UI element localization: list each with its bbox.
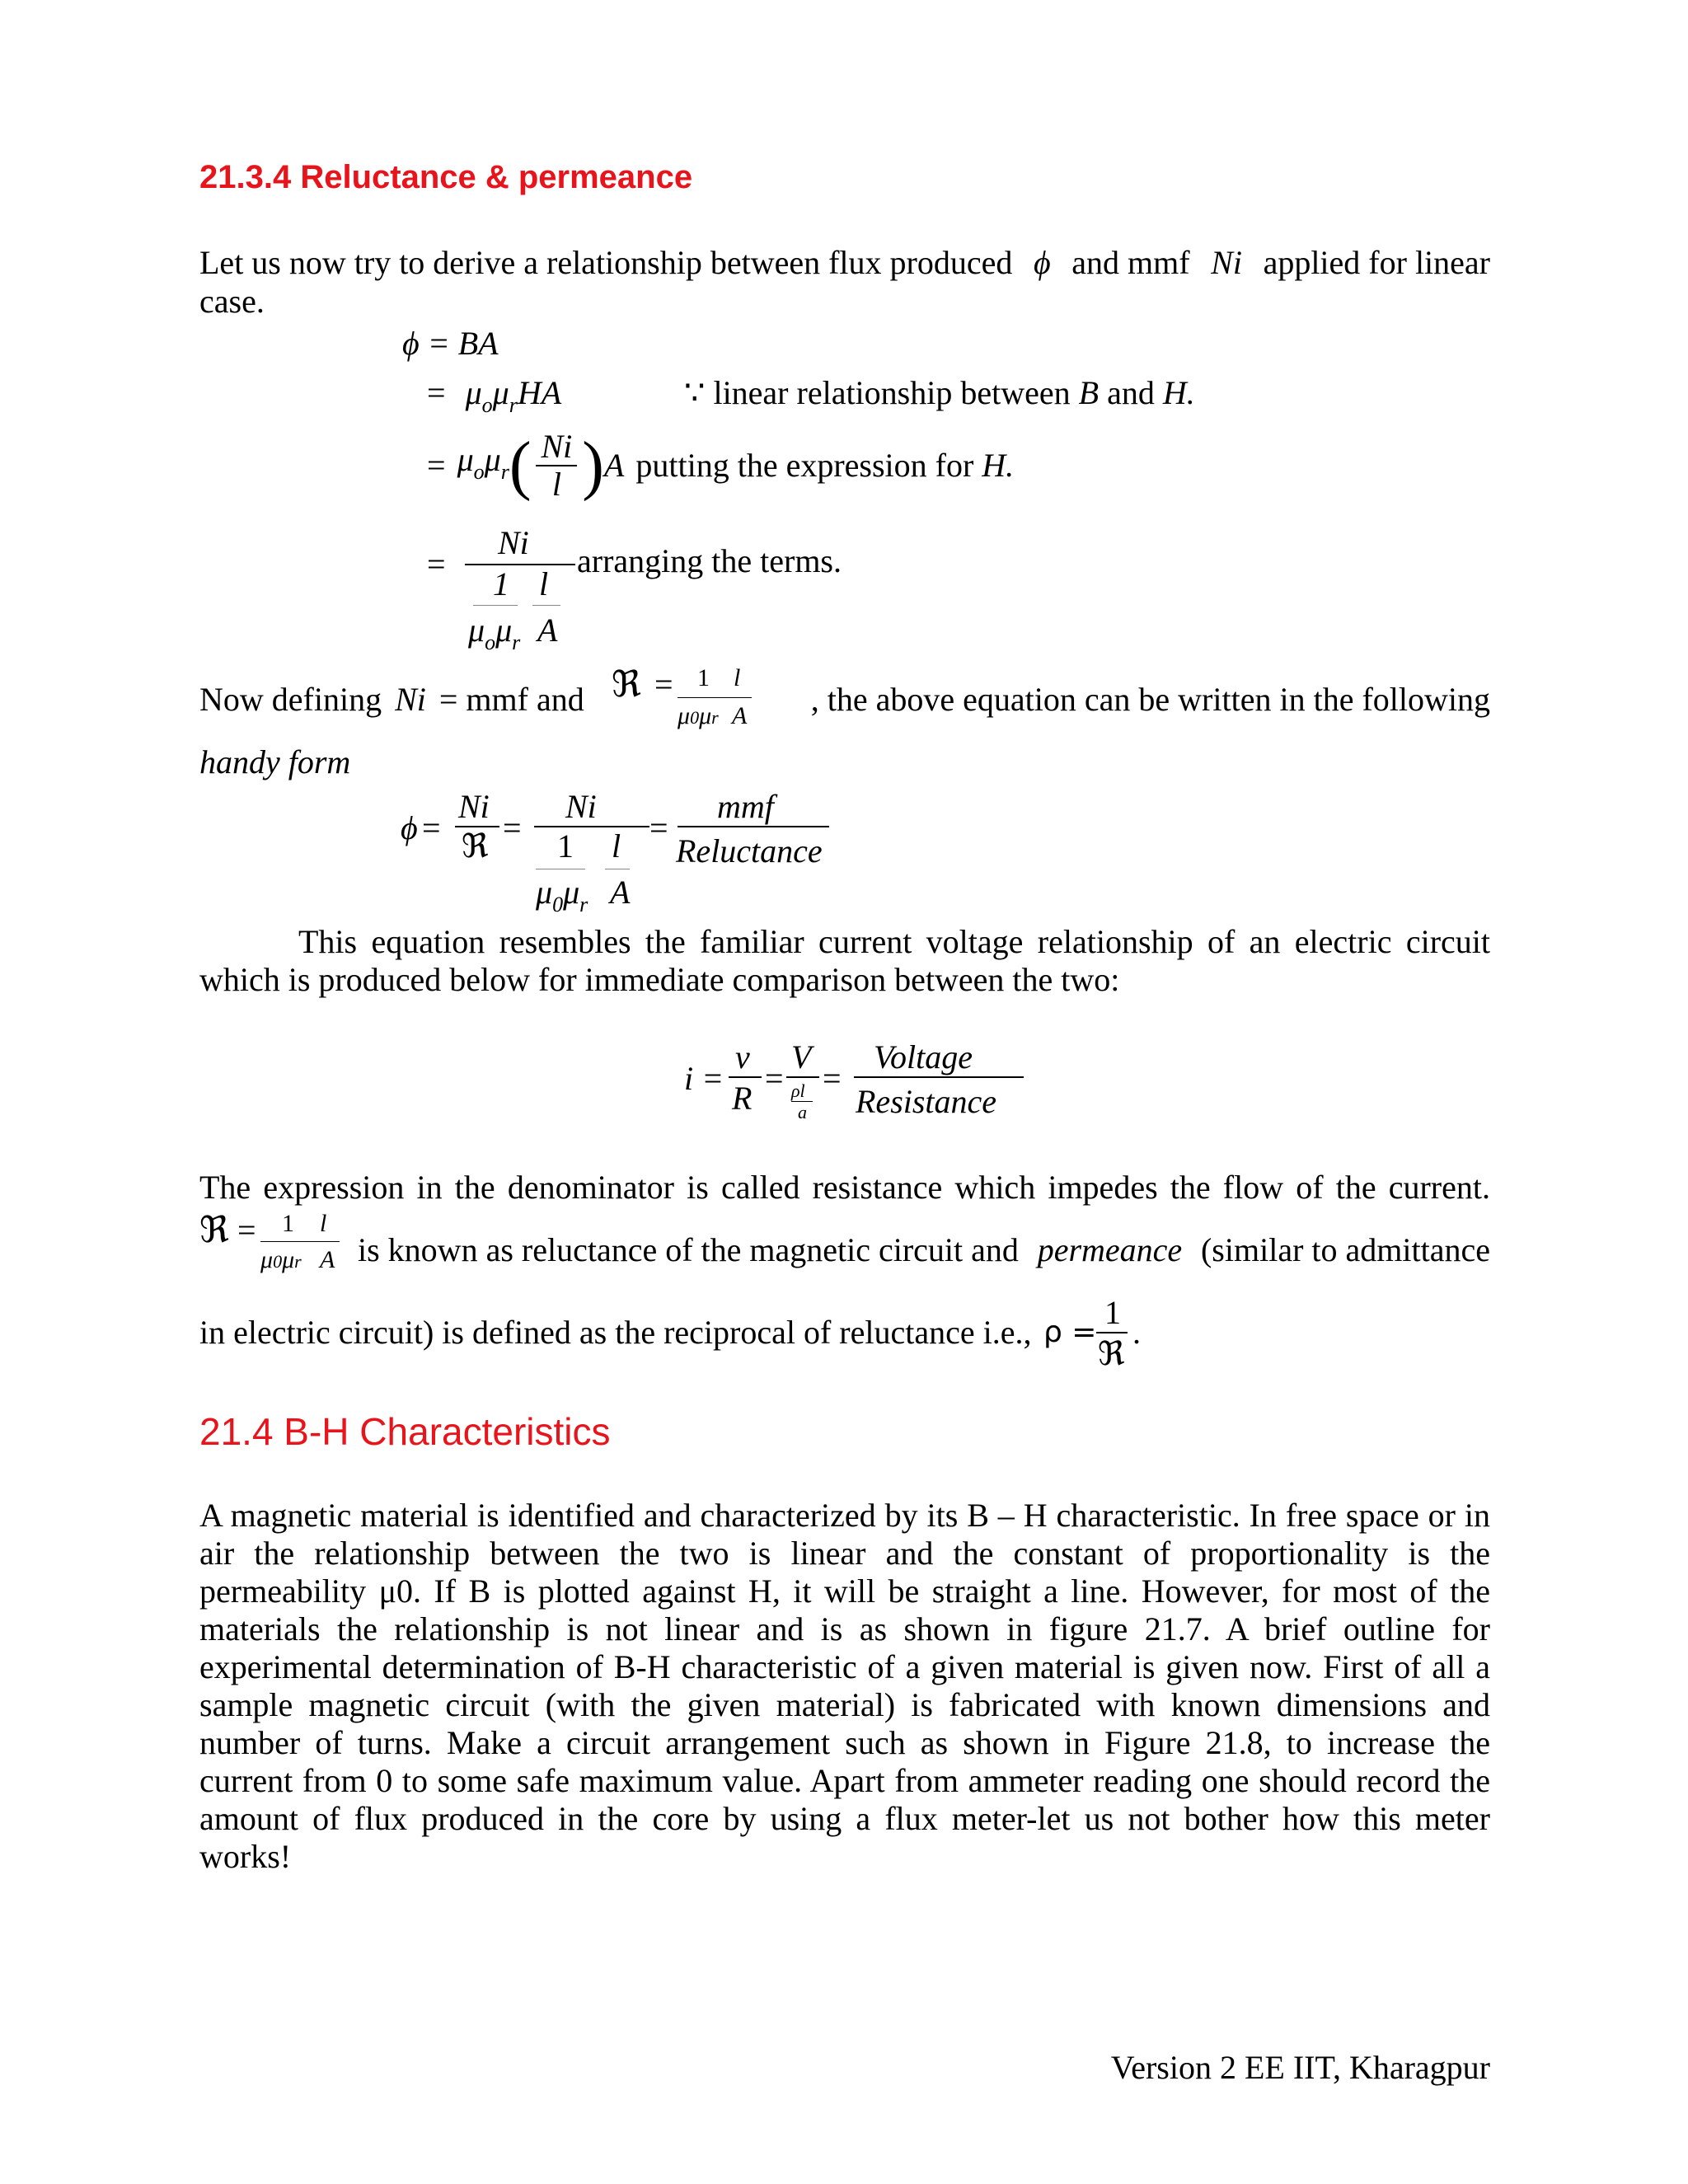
- fraction-bar: [260, 1241, 340, 1242]
- one-symbol: 1: [697, 664, 710, 691]
- section-heading-bh: 21.4 B-H Characteristics: [199, 1410, 611, 1453]
- paragraph-line: This equation resembles the familiar current voltage relationship of an electric circuit: [298, 923, 1490, 960]
- a-symbol: a: [798, 1102, 807, 1122]
- permeance-term: permeance: [1037, 1231, 1183, 1268]
- derivation-step-4: [427, 524, 592, 654]
- inner-fraction-bar: [532, 605, 560, 606]
- denominator-line: The expression in the denominator is called resistance which impedes the flow of the current.: [199, 1169, 1490, 1206]
- paragraph-line: current from 0 to some safe maximum value. Apart from ammeter reading one should record the: [199, 1762, 1490, 1799]
- rho-equals: ρ =: [1043, 1315, 1097, 1349]
- current-symbol: i =: [684, 1060, 724, 1097]
- ha-term: HA: [517, 374, 562, 411]
- paragraph-line: which is produced below for immediate comparison between the two:: [199, 961, 1120, 998]
- fraction-bar: [534, 826, 649, 827]
- fraction-numerator: Ni: [458, 788, 490, 825]
- mu0-mur: μ0μr: [678, 702, 719, 729]
- equals-sign: =: [649, 809, 668, 846]
- one-symbol: 1: [493, 565, 509, 602]
- defining-line: [199, 681, 584, 719]
- fraction-denominator: Resistance: [856, 1083, 997, 1120]
- equals-sign: =: [237, 1212, 256, 1249]
- l-symbol: l: [612, 827, 621, 865]
- reluctance-known-line: [358, 1231, 1490, 1269]
- handy-form-text: handy form: [199, 743, 351, 780]
- section-heading-reluctance: 21.3.4 Reluctance & permeance: [199, 159, 693, 195]
- derivation-step-1: ϕ = BA: [402, 325, 499, 362]
- phi-symbol: ϕ: [401, 809, 418, 846]
- fraction-bar: [465, 564, 575, 565]
- fraction-denominator: Reluctance: [676, 832, 823, 869]
- mu0-mur: $\mu_o\mu_r$: [457, 440, 509, 484]
- a-symbol: A: [320, 1246, 335, 1273]
- reciprocal-line: in electric circuit) is defined as the reciprocal of reluctance i.e.,: [199, 1314, 1032, 1351]
- ni-over-l-fraction: [536, 429, 577, 503]
- intro-line-2: case.: [199, 283, 265, 320]
- reluctance-symbol: ℜ: [462, 827, 489, 865]
- equals-sign: =: [427, 447, 446, 484]
- fraction-numerator: V: [791, 1038, 812, 1076]
- note-text: ∵ linear relationship between: [684, 374, 1071, 411]
- paragraph-line: amount of flux produced in the core by using a flux meter-let us not bother how this meter: [199, 1800, 1490, 1837]
- ni-symbol: Ni: [1211, 244, 1242, 281]
- resembles-paragraph: [199, 923, 1490, 999]
- one-symbol: 1: [557, 827, 574, 865]
- l-symbol: l: [320, 1210, 327, 1237]
- phi-symbol: ϕ: [1033, 244, 1051, 281]
- inner-fraction-bar: [473, 605, 518, 606]
- equals-sign: =: [422, 809, 441, 846]
- equals-sign: =: [765, 1060, 784, 1097]
- fraction-numerator: Voltage: [874, 1038, 973, 1076]
- fraction-numerator: Ni: [498, 524, 529, 561]
- fraction-bar: [729, 1076, 762, 1078]
- fraction-bar: [678, 826, 829, 827]
- fraction-bar: [786, 1076, 819, 1078]
- defining-line-post: , the above equation can be written in the following: [810, 681, 1490, 718]
- one-symbol: 1: [282, 1210, 294, 1237]
- reluctance-definition: [612, 664, 760, 738]
- a-symbol: A: [603, 447, 625, 484]
- h-symbol: H.: [982, 447, 1015, 484]
- a-symbol: A: [610, 874, 631, 911]
- b-symbol: B: [1078, 374, 1100, 411]
- a-symbol: A: [732, 702, 748, 729]
- mu0-mur: $\mu_o\mu_r$: [468, 612, 521, 654]
- mu0-mur: $\mu_o\mu_r$: [465, 374, 518, 417]
- equals-sign: =: [823, 1060, 842, 1097]
- a-symbol: A: [537, 612, 558, 649]
- bh-paragraph: [199, 1497, 1490, 1876]
- l-symbol: l: [734, 664, 741, 691]
- paragraph-line: permeability μ0. If B is plotted against H, it will be straight a line. However, for most of the: [199, 1572, 1490, 1610]
- fraction-denominator: R: [732, 1080, 753, 1117]
- page-footer: Version 2 EE IIT, Kharagpur: [1110, 2049, 1490, 2086]
- ni-symbol: Ni: [395, 681, 426, 718]
- note-text: putting the expression for: [635, 447, 974, 484]
- ohm-law-equation: [684, 1038, 1030, 1129]
- l-symbol: l: [539, 565, 549, 602]
- equals-sign: =: [503, 809, 522, 846]
- fraction-numerator: Ni: [536, 429, 577, 466]
- note-text: and: [1107, 374, 1155, 411]
- fraction-numerator: mmf: [717, 788, 774, 825]
- paragraph-line: materials the relationship is not linear and is as shown in figure 21.7. A brief outline for: [199, 1610, 1490, 1647]
- fraction-numerator: v: [735, 1038, 750, 1076]
- paragraph-line: sample magnetic circuit (with the given material) is fabricated with known dimensions and: [199, 1686, 1490, 1723]
- derivation-step-2-note: [684, 374, 1195, 412]
- paragraph-line: works!: [199, 1838, 292, 1875]
- text: (similar to admittance: [1200, 1231, 1490, 1268]
- fraction-numerator: 1: [1104, 1294, 1121, 1331]
- equals-sign: =: [427, 374, 446, 411]
- fraction-bar: [678, 697, 752, 698]
- text: = mmf and: [438, 681, 584, 718]
- reluctance-definition-2: [199, 1209, 356, 1286]
- mu0-mur: $\mu_0\mu_r$: [536, 874, 588, 916]
- flux-equation: [401, 785, 862, 916]
- mu0-mur: μ0μr: [260, 1246, 302, 1273]
- intro-line-1: [199, 244, 1490, 282]
- paragraph-line: A magnetic material is identified and characterized by its B – H characteristic. In free space or in: [199, 1497, 1490, 1534]
- right-paren: ): [582, 429, 604, 502]
- equals-sign: =: [427, 546, 446, 583]
- paragraph-line: number of turns. Make a circuit arrangement such as shown in Figure 21.8, to increase the: [199, 1724, 1490, 1761]
- period: .: [1132, 1314, 1141, 1351]
- fraction-bar: [854, 1076, 1024, 1078]
- paragraph-line: air the relationship between the two is linear and the constant of proportionality is the: [199, 1535, 1490, 1572]
- derivation-step-2: [427, 374, 561, 424]
- h-symbol: H.: [1162, 374, 1195, 411]
- fraction-bar: [1096, 1332, 1128, 1333]
- intro-text: Let us now try to derive a relationship between flux produced: [199, 244, 1013, 281]
- derivation-step-3: [427, 429, 1014, 503]
- paragraph-line: experimental determination of B-H characteristic of a given material is given now. First of all a: [199, 1648, 1490, 1685]
- reluctance-symbol: ℜ: [612, 663, 641, 705]
- left-paren: (: [509, 429, 532, 502]
- text: is known as reluctance of the magnetic circuit and: [358, 1231, 1019, 1268]
- fraction-numerator: Ni: [565, 788, 597, 825]
- derivation-step-4-note: arranging the terms.: [577, 542, 842, 579]
- intro-text: applied for linear: [1263, 244, 1490, 281]
- reluctance-symbol: ℜ: [1098, 1335, 1125, 1373]
- intro-text: and mmf: [1071, 244, 1190, 281]
- rho-l-term: ρl: [791, 1080, 805, 1101]
- equals-sign: =: [654, 666, 673, 703]
- reluctance-symbol: ℜ: [199, 1209, 229, 1251]
- fraction-denominator: l: [551, 466, 561, 503]
- permeance-equation: [1043, 1294, 1151, 1376]
- text: Now defining: [199, 681, 382, 718]
